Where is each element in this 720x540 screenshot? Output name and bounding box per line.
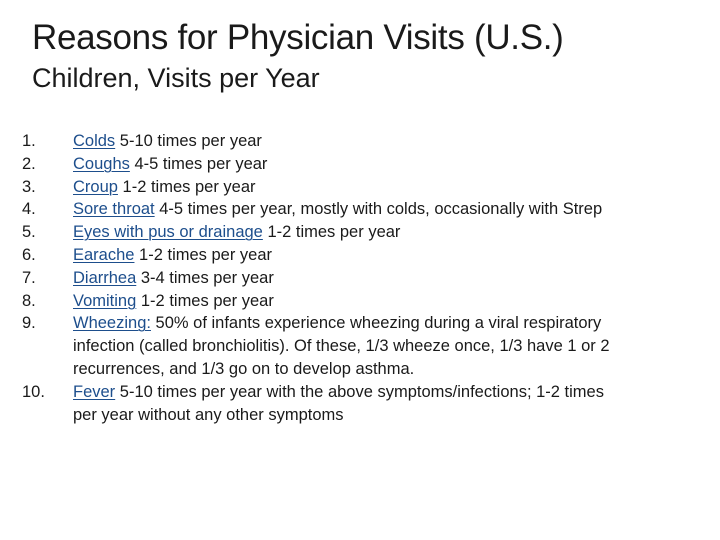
list-item-text-line2: infection (called bronchiolitis). Of these, 1/3 wheeze once, 1/3 have 1 or 2: [73, 337, 610, 356]
eyes-drainage-link[interactable]: Eyes with pus or drainage: [73, 223, 263, 242]
list-item-text-line3: recurrences, and 1/3 go on to develop asthma.: [73, 359, 415, 378]
list-item-fever: [0, 381, 720, 427]
list-item-croup: [0, 176, 720, 199]
list-item-text: 4-5 times per year, mostly with colds, occasionally with Strep: [154, 200, 603, 219]
colds-link[interactable]: Colds: [73, 132, 116, 150]
list-number: 5.: [22, 223, 36, 242]
list-item-text: 5-10 times per year: [115, 132, 262, 150]
list-number: 3.: [22, 177, 36, 196]
wheezing-link[interactable]: Wheezing:: [73, 314, 151, 333]
list-number: 8.: [22, 291, 36, 310]
page-title: Reasons for Physician Visits (U.S.): [32, 18, 564, 57]
list-item-text: 3-4 times per year: [136, 268, 274, 287]
list-number: 2.: [22, 154, 36, 173]
list-item-diarrhea: [0, 267, 720, 290]
list-number: 1.: [22, 132, 36, 150]
list-item-text-line2: per year without any other symptoms: [73, 405, 344, 424]
page-subtitle: Children, Visits per Year: [32, 63, 320, 93]
vomiting-link[interactable]: Vomiting: [73, 291, 137, 310]
list-item-text: 1-2 times per year: [262, 223, 401, 242]
list-item-text: 1-2 times per year: [117, 177, 256, 196]
list-number: 4.: [22, 200, 36, 219]
diarrhea-link[interactable]: Diarrhea: [73, 268, 137, 287]
list-number: 10.: [22, 382, 45, 401]
coughs-link[interactable]: Coughs: [73, 154, 130, 173]
list-number: 6.: [22, 245, 36, 264]
sore-throat-link[interactable]: Sore throat: [73, 200, 155, 219]
list-item-colds: [0, 130, 720, 153]
list-item-eyes: [0, 221, 720, 244]
reasons-list: [0, 130, 720, 426]
list-item-coughs: [0, 153, 720, 176]
list-item-text: 5-10 times per year with the above symptoms/infections; 1-2 times: [115, 382, 604, 401]
fever-link[interactable]: Fever: [73, 382, 116, 401]
list-number: 7.: [22, 268, 36, 287]
list-item-wheezing: [0, 312, 720, 380]
list-item-text: 1-2 times per year: [134, 245, 273, 264]
earache-link[interactable]: Earache: [73, 245, 135, 264]
list-item-vomiting: [0, 290, 720, 313]
list-item-text: 1-2 times per year: [136, 291, 274, 310]
croup-link[interactable]: Croup: [73, 177, 118, 196]
list-item-text: 50% of infants experience wheezing during a viral respiratory: [150, 314, 602, 333]
list-number: 9.: [22, 314, 36, 333]
list-item-earache: [0, 244, 720, 267]
list-item-text: 4-5 times per year: [129, 154, 268, 173]
list-item-sore-throat: [0, 198, 720, 221]
